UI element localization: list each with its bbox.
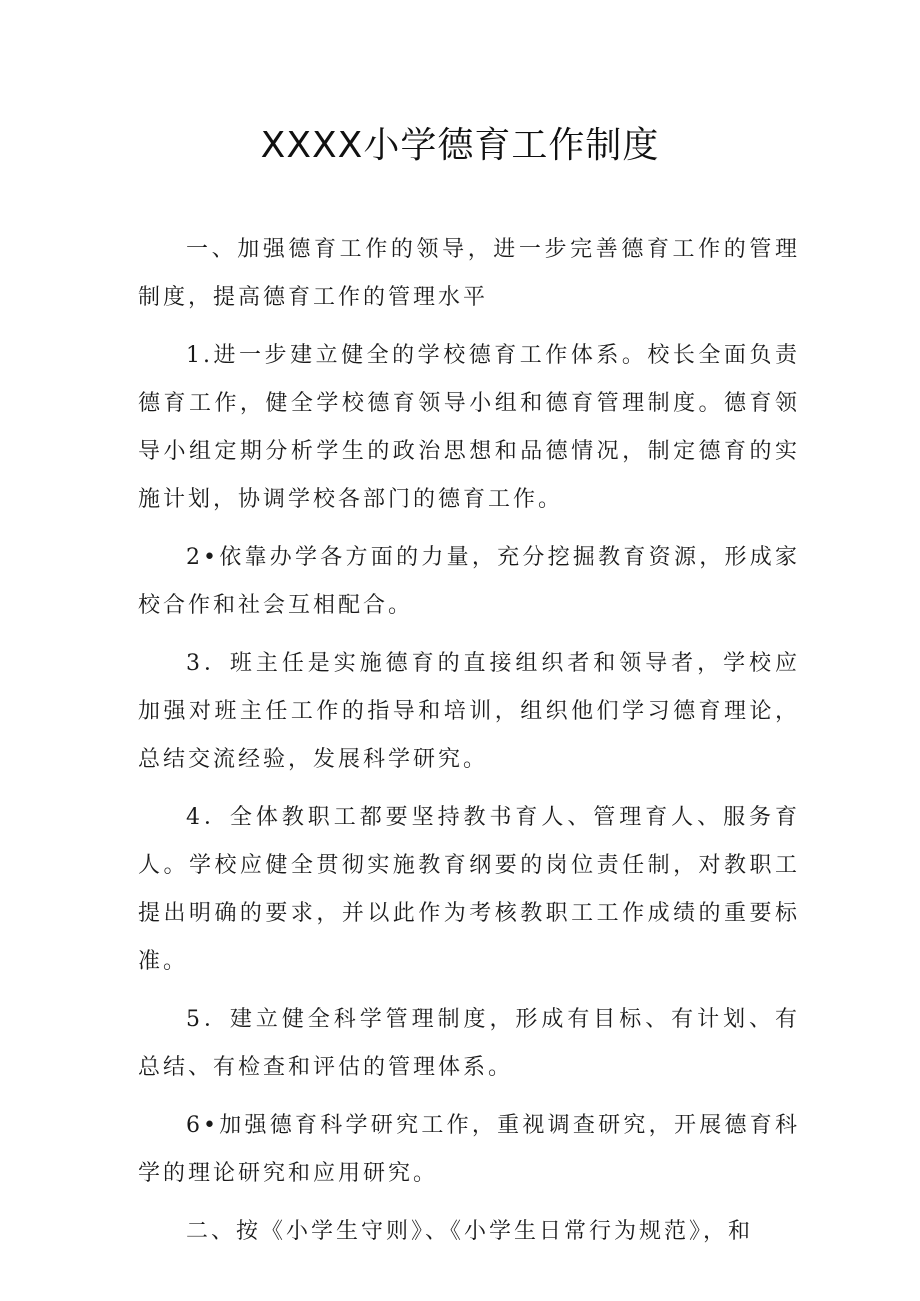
paragraph-item-6: 6•加强德育科学研究工作，重视调查研究，开展德育科学的理论研究和应用研究。: [138, 1113, 800, 1186]
paragraph-item-5: 5．建立健全科学管理制度，形成有目标、有计划、有总结、有检查和评估的管理体系。: [138, 1007, 800, 1080]
section-heading-1: 一、加强德育工作的领导，进一步完善德育工作的管理制度，提高德育工作的管理水平: [138, 237, 800, 310]
section-heading-2: 二、按《小学生守则》、《小学生日常行为规范》，和: [186, 1219, 754, 1244]
paragraph-item-1: 1.进一步建立健全的学校德育工作体系。校长全面负责德育工作，健全学校德育领导小组和德育管理制度。德育领导小组定期分析学生的政治思想和品德情况，制定德育的实施计划，协调学校各部门的德育工作。: [138, 343, 800, 512]
paragraph-item-2: 2•依靠办学各方面的力量，充分挖掘教育资源，形成家校合作和社会互相配合。: [138, 545, 800, 618]
paragraph-item-4: 4．全体教职工都要坚持教书育人、管理育人、服务育人。学校应健全贯彻实施教育纲要的岗位责任制，对教职工提出明确的要求，并以此作为考核教职工工作成绩的重要标准。: [138, 805, 800, 974]
document-title: XXXX小学德育工作制度: [260, 125, 660, 166]
document-body: [138, 226, 800, 1256]
paragraph-item-3: 3．班主任是实施德育的直接组织者和领导者，学校应加强对班主任工作的指导和培训，组织他们学习德育理论，总结交流经验，发展科学研究。: [138, 651, 800, 772]
